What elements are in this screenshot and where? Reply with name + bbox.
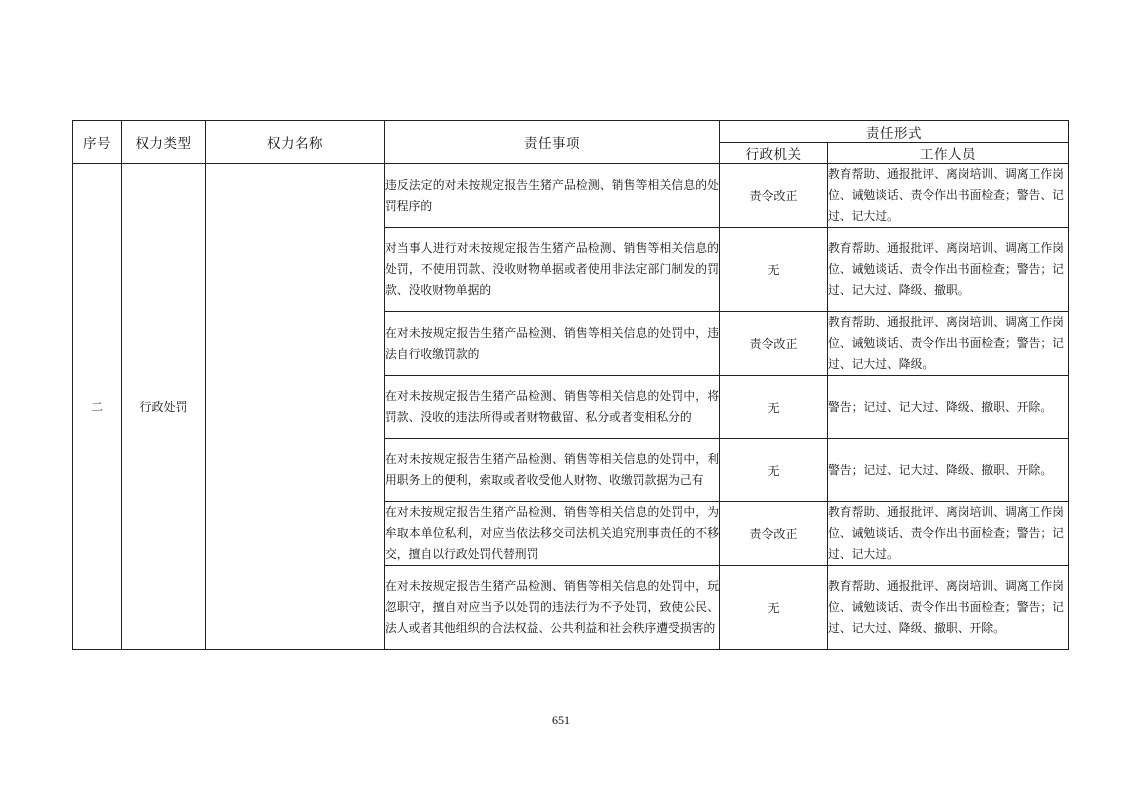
staff-form: 警告；记过、记大过、降级、撤职、开除。: [828, 439, 1069, 502]
header-seq: 序号: [73, 121, 122, 164]
agency-form: 责令改正: [720, 502, 828, 566]
responsibility-item: 在对未按规定报告生猪产品检测、销售等相关信息的处罚中，为牟取本单位私利，对应当依法移交司法机关追究刑事责任的不移交，擅自以行政处罚代替刑罚: [385, 502, 720, 566]
agency-form: 责令改正: [720, 164, 828, 228]
staff-form: 教育帮助、通报批评、离岗培训、调离工作岗位、诫勉谈话、责令作出书面检查；警告；记过、记大过、降级、撤职、开除。: [828, 566, 1069, 650]
header-responsibility-item: 责任事项: [385, 121, 720, 164]
responsibility-item: 在对未按规定报告生猪产品检测、销售等相关信息的处罚中，玩忽职守，擅自对应当予以处罚的违法行为不予处罚，致使公民、法人或者其他组织的合法权益、公共利益和社会秩序遭受损害的: [385, 566, 720, 650]
header-row-1: [73, 121, 1069, 143]
responsibility-item: 对当事人进行对未按规定报告生猪产品检测、销售等相关信息的处罚，不使用罚款、没收财物单据或者使用非法定部门制发的罚款、没收财物单据的: [385, 228, 720, 312]
header-power-name: 权力名称: [206, 121, 385, 164]
staff-form: 教育帮助、通报批评、离岗培训、调离工作岗位、诫勉谈话、责令作出书面检查；警告；记过、记大过。: [828, 502, 1069, 566]
staff-form: 警告；记过、记大过、降级、撤职、开除。: [828, 376, 1069, 439]
agency-form: 责令改正: [720, 312, 828, 376]
header-power-type: 权力类型: [122, 121, 206, 164]
group-power-name: [206, 164, 385, 650]
header-staff: 工作人员: [828, 143, 1069, 164]
staff-form: 教育帮助、通报批评、离岗培训、调离工作岗位、诫勉谈话、责令作出书面检查；警告；记过、记大过、降级。: [828, 312, 1069, 376]
agency-form: 无: [720, 376, 828, 439]
responsibility-item: 在对未按规定报告生猪产品检测、销售等相关信息的处罚中，将罚款、没收的违法所得或者财物截留、私分或者变相私分的: [385, 376, 720, 439]
responsibility-item: 在对未按规定报告生猪产品检测、销售等相关信息的处罚中，利用职务上的便利，索取或者收受他人财物、收缴罚款据为己有: [385, 439, 720, 502]
page-number: 651: [552, 713, 570, 727]
group-seq: 二: [73, 164, 122, 650]
responsibility-item: 违反法定的对未按规定报告生猪产品检测、销售等相关信息的处罚程序的: [385, 164, 720, 228]
agency-form: 无: [720, 566, 828, 650]
staff-form: 教育帮助、通报批评、离岗培训、调离工作岗位、诫勉谈话、责令作出书面检查；警告；记过、记大过、降级、撤职。: [828, 228, 1069, 312]
agency-form: 无: [720, 439, 828, 502]
agency-form: 无: [720, 228, 828, 312]
header-agency: 行政机关: [720, 143, 828, 164]
responsibility-table: [72, 120, 1069, 650]
table-row: [73, 164, 1069, 228]
header-responsibility-form: 责任形式: [720, 121, 1069, 143]
staff-form: 教育帮助、通报批评、离岗培训、调离工作岗位、诫勉谈话、责令作出书面检查；警告、记过、记大过。: [828, 164, 1069, 228]
responsibility-item: 在对未按规定报告生猪产品检测、销售等相关信息的处罚中，违法自行收缴罚款的: [385, 312, 720, 376]
group-power-type: 行政处罚: [122, 164, 206, 650]
